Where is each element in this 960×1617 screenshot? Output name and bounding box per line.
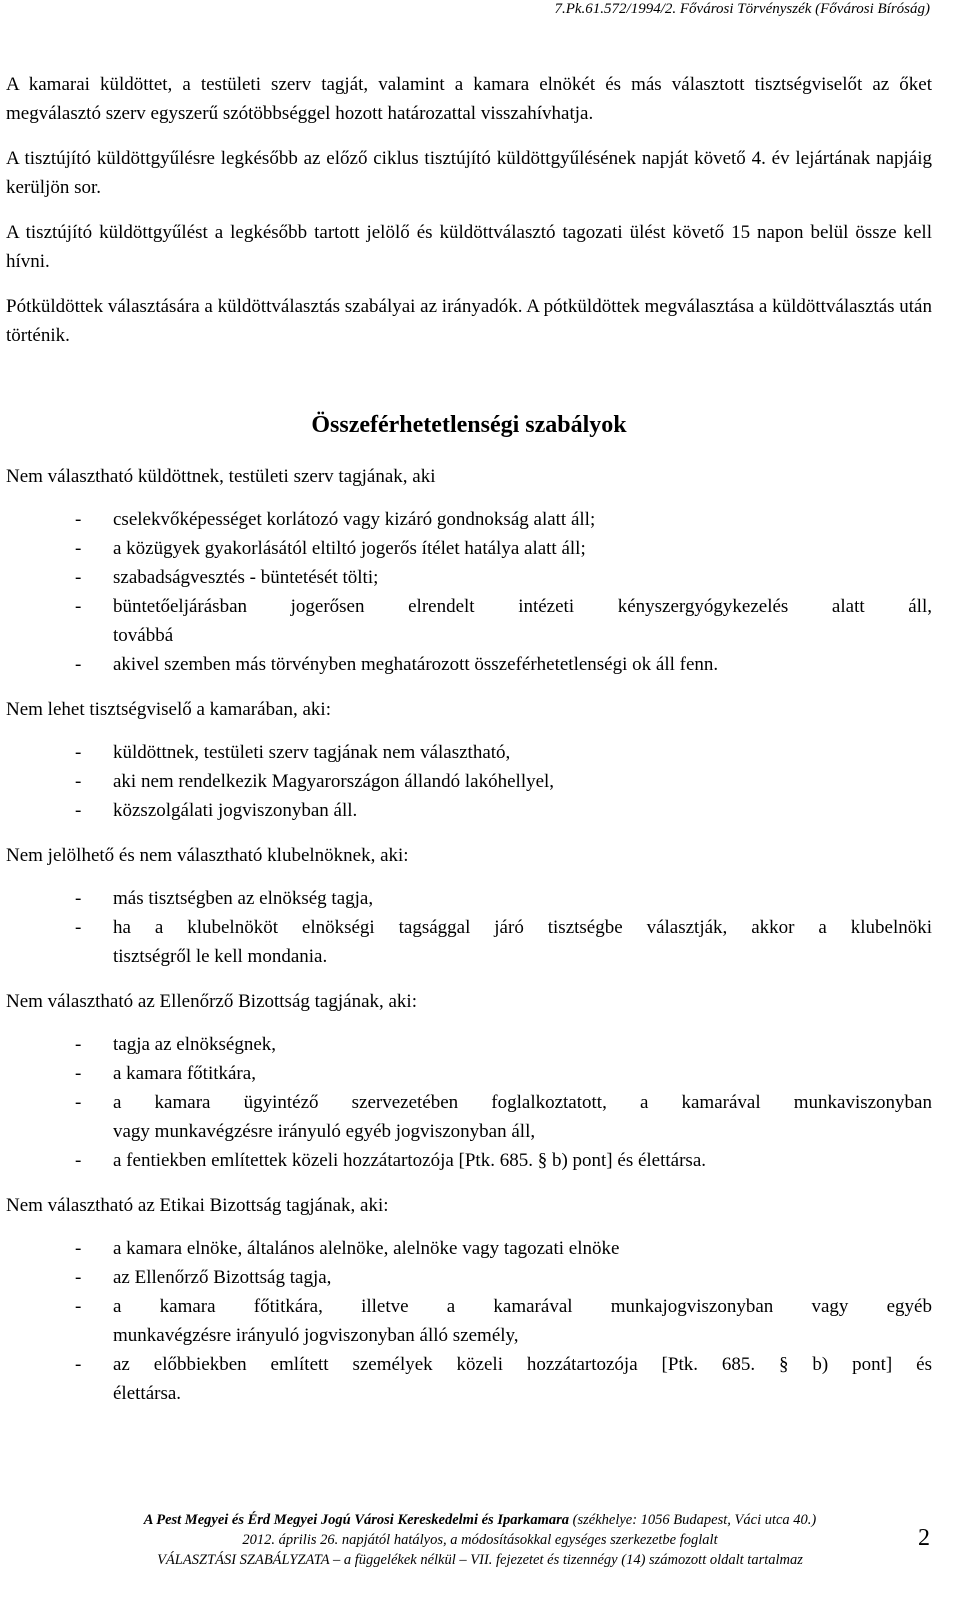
list-item-text: a kamara főtitkára, [113, 1063, 256, 1084]
dash-list [6, 738, 932, 825]
footer-effective: 2012. április 26. napjától hatályos, a módosításokkal egységes szerkezetbe foglalt [242, 1532, 718, 1548]
footer-line-1 [0, 1510, 960, 1530]
group-intro: Nem választható az Etikai Bizottság tagjának, aki: [6, 1195, 389, 1216]
footer-seat: (székhelye: 1056 Budapest, Váci utca 40.) [572, 1512, 817, 1528]
dash-bullet: - [75, 509, 82, 530]
dash-bullet: - [75, 1063, 82, 1084]
dash-list [6, 1234, 932, 1408]
list-item-text: az előbbiekben említett személyek közeli hozzátartozója [Ptk. 685. § b) pont] és [113, 1354, 932, 1375]
group-intro: Nem jelölhető és nem választható klubelnöknek, aki: [6, 845, 409, 866]
section-title: Összeférhetetlenségi szabályok [311, 412, 627, 438]
list-item [6, 884, 932, 913]
dash-list [6, 505, 932, 679]
list-item [6, 650, 932, 679]
dash-bullet: - [75, 654, 82, 675]
group-intro: Nem választható az Ellenőrző Bizottság tagjának, aki: [6, 991, 417, 1012]
list-item-continuation: vagy munkavégzésre irányuló egyéb jogviszonyban áll, [113, 1121, 536, 1142]
list-item [6, 592, 932, 650]
list-item-continuation: munkavégzésre irányuló jogviszonyban álló személy, [113, 1325, 519, 1346]
list-item-text: küldöttnek, testületi szerv tagjának nem választható, [113, 742, 511, 763]
list-item [6, 1234, 932, 1263]
list-item-continuation: tisztségről le kell mondania. [113, 946, 328, 967]
dash-bullet: - [75, 538, 82, 559]
dash-bullet: - [75, 1238, 82, 1259]
list-item-text: az Ellenőrző Bizottság tagja, [113, 1267, 332, 1288]
list-item-text: a közügyek gyakorlásától eltiltó jogerős ítélet hatálya alatt áll; [113, 538, 586, 559]
list-item-text: közszolgálati jogviszonyban áll. [113, 800, 358, 821]
footer-document-title: VÁLASZTÁSI SZABÁLYZATA – a függelékek nélkül – VII. fejezetet és tizennégy (14) számozott oldalt tartalmaz [157, 1552, 803, 1568]
case-reference-header: 7.Pk.61.572/1994/2. Fővárosi Törvényszék (Fővárosi Bíróság) [554, 1, 930, 17]
dash-bullet: - [75, 771, 82, 792]
incompatibility-rules [6, 462, 932, 1408]
paragraph-convening: A tisztújító küldöttgyűlést a legkésőbb tartott jelölő és küldöttválasztó tagozati ülést követő 15 napon belül össze kell hívni. [6, 222, 932, 272]
dash-bullet: - [75, 742, 82, 763]
list-item [6, 913, 932, 971]
list-item-text: büntetőeljárásban jogerősen elrendelt intézeti kényszergyógykezelés alatt áll, [113, 596, 932, 617]
dash-bullet: - [75, 567, 82, 588]
list-item-text: más tisztségben az elnökség tagja, [113, 888, 374, 909]
dash-bullet: - [75, 1034, 82, 1055]
footer-org: A Pest Megyei és Érd Megyei Jogú Városi Kereskedelmi és Iparkamara [143, 1512, 570, 1528]
list-item-text: a fentiekben említettek közeli hozzátartozója [Ptk. 685. § b) pont] és élettársa. [113, 1150, 706, 1171]
list-item-text: tagja az elnökségnek, [113, 1034, 277, 1055]
list-item-text: ha a klubelnököt elnökségi tagsággal járó tisztségbe választják, akkor a klubelnöki [113, 917, 932, 938]
dash-bullet: - [75, 1150, 82, 1171]
list-item [6, 767, 932, 796]
list-item [6, 1350, 932, 1408]
list-item [6, 534, 932, 563]
list-item [6, 1263, 932, 1292]
list-item [6, 738, 932, 767]
list-item [6, 1059, 932, 1088]
dash-list [6, 1030, 932, 1175]
list-item-text: a kamara elnöke, általános alelnöke, alelnöke vagy tagozati elnöke [113, 1238, 620, 1259]
list-item-text: a kamara ügyintéző szervezetében foglalkoztatott, a kamarával munkaviszonyban [113, 1092, 932, 1113]
list-item-text: szabadságvesztés - büntetését tölti; [113, 567, 379, 588]
list-item-text: aki nem rendelkezik Magyarországon állandó lakóhellyel, [113, 771, 555, 792]
paragraph-recall: A kamarai küldöttet, a testületi szerv tagját, valamint a kamara elnökét és más választott tisztségviselőt az őket megválasztó szerv egyszerű szótöbbséggel hozott határozattal visszahívhatja. [6, 74, 932, 124]
paragraph-renewal-deadline: A tisztújító küldöttgyűlésre legkésőbb az előző ciklus tisztújító küldöttgyűlésének napját követő 4. év lejártának napjáig kerüljön sor. [6, 148, 932, 198]
dash-bullet: - [75, 917, 82, 938]
list-item [6, 505, 932, 534]
document-footer [0, 1510, 960, 1570]
dash-bullet: - [75, 1296, 82, 1317]
group-intro: Nem választható küldöttnek, testületi szerv tagjának, aki [6, 466, 436, 487]
list-item [6, 1146, 932, 1175]
group-intro: Nem lehet tisztségviselő a kamarában, aki: [6, 699, 331, 720]
page-number: 2 [918, 1525, 930, 1551]
dash-bullet: - [75, 1267, 82, 1288]
list-item [6, 1292, 932, 1350]
dash-bullet: - [75, 1354, 82, 1375]
list-item-continuation: továbbá [113, 625, 174, 646]
list-item [6, 1088, 932, 1146]
list-item-text: a kamara főtitkára, illetve a kamarával munkajogviszonyban vagy egyéb [113, 1296, 932, 1317]
dash-bullet: - [75, 596, 82, 617]
list-item-text: cselekvőképességet korlátozó vagy kizáró gondnokság alatt áll; [113, 509, 596, 530]
list-item [6, 563, 932, 592]
dash-bullet: - [75, 888, 82, 909]
dash-list [6, 884, 932, 971]
list-item [6, 1030, 932, 1059]
paragraph-substitute-delegates: Pótküldöttek választására a küldöttválasztás szabályai az irányadók. A pótküldöttek megválasztása a küldöttválasztás után történik. [6, 296, 932, 346]
list-item-text: akivel szemben más törvényben meghatározott összeférhetetlenségi ok áll fenn. [113, 654, 719, 675]
list-item-continuation: élettársa. [113, 1383, 182, 1404]
dash-bullet: - [75, 800, 82, 821]
dash-bullet: - [75, 1092, 82, 1113]
document-body [6, 70, 932, 1424]
list-item [6, 796, 932, 825]
